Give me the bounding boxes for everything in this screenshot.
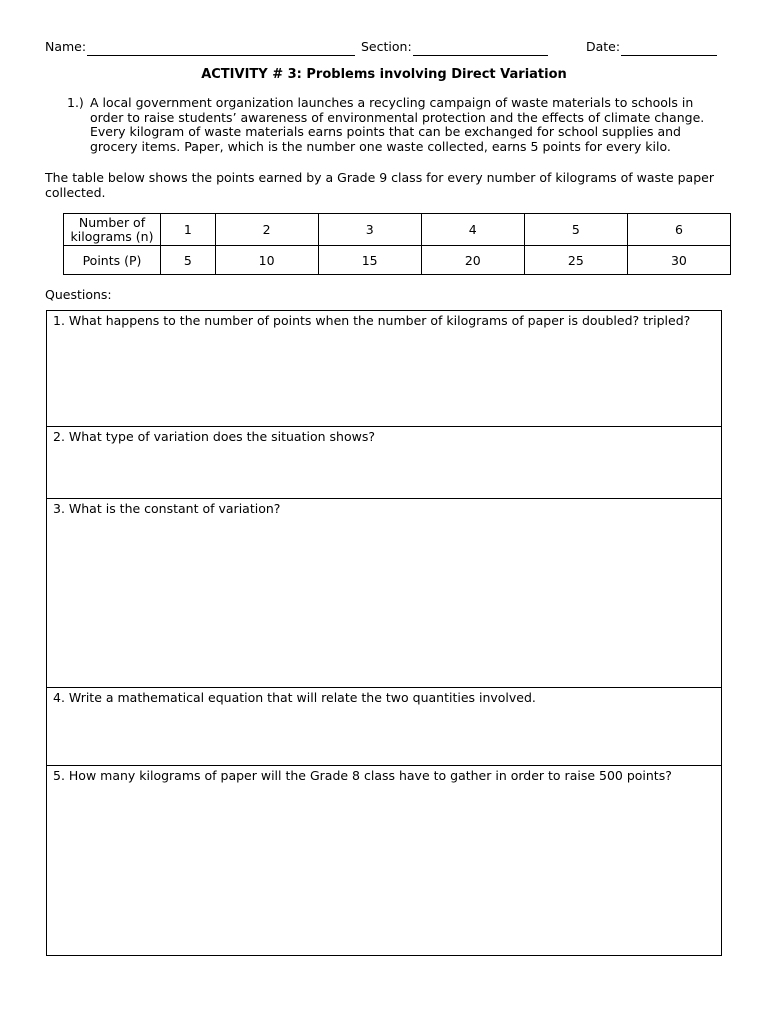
question-box-3[interactable] <box>46 498 722 688</box>
table-cell: 25 <box>524 246 627 275</box>
table-row <box>64 246 731 275</box>
date-label: Date: <box>586 39 621 54</box>
section-field[interactable] <box>361 38 548 56</box>
table-cell: 5 <box>524 214 627 246</box>
section-label: Section: <box>361 39 412 54</box>
question-text-3: 3. What is the constant of variation? <box>53 501 281 516</box>
table-cell: 3 <box>318 214 421 246</box>
row-header-kilograms: Number of kilograms (n) <box>64 214 161 246</box>
date-field[interactable] <box>586 38 717 56</box>
date-blank-line[interactable] <box>621 41 717 56</box>
table-cell: 6 <box>627 214 730 246</box>
table-cell: 1 <box>161 214 216 246</box>
name-blank-line[interactable] <box>87 41 355 56</box>
questions-label: Questions: <box>45 287 112 302</box>
table-cell: 5 <box>161 246 216 275</box>
question-box-2[interactable] <box>46 426 722 499</box>
name-label: Name: <box>45 39 87 54</box>
activity-title: ACTIVITY # 3: Problems involving Direct Variation <box>201 67 567 82</box>
row-header-points: Points (P) <box>64 246 161 275</box>
kilograms-points-table <box>63 213 731 275</box>
question-text-4: 4. Write a mathematical equation that will relate the two quantities involved. <box>53 690 536 705</box>
table-cell: 15 <box>318 246 421 275</box>
table-cell: 2 <box>215 214 318 246</box>
question-box-1[interactable] <box>46 310 722 427</box>
question-text-2: 2. What type of variation does the situation shows? <box>53 429 375 444</box>
question-text-5: 5. How many kilograms of paper will the Grade 8 class have to gather in order to raise 500 points? <box>53 768 672 783</box>
table-cell: 4 <box>421 214 524 246</box>
table-cell: 30 <box>627 246 730 275</box>
problem-number: 1.) <box>67 95 84 110</box>
question-text-1: 1. What happens to the number of points when the number of kilograms of paper is doubled? tripled? <box>53 313 691 328</box>
table-cell: 10 <box>215 246 318 275</box>
problem-text: A local government organization launches a recycling campaign of waste materials to schools in order to raise students’ awareness of environmental protection and the effects of climate change. Every kilogram of waste materials earns points that can be exchanged for school supplies and grocery items. Paper, which is the number one waste collected, earns 5 points for every kilo. <box>90 95 705 154</box>
question-box-4[interactable] <box>46 687 722 766</box>
table-cell: 20 <box>421 246 524 275</box>
section-blank-line[interactable] <box>413 41 548 56</box>
table-row <box>64 214 731 246</box>
table-intro: The table below shows the points earned by a Grade 9 class for every number of kilograms of waste paper collected. <box>45 170 714 200</box>
name-field[interactable] <box>45 38 355 56</box>
question-box-5[interactable] <box>46 765 722 956</box>
